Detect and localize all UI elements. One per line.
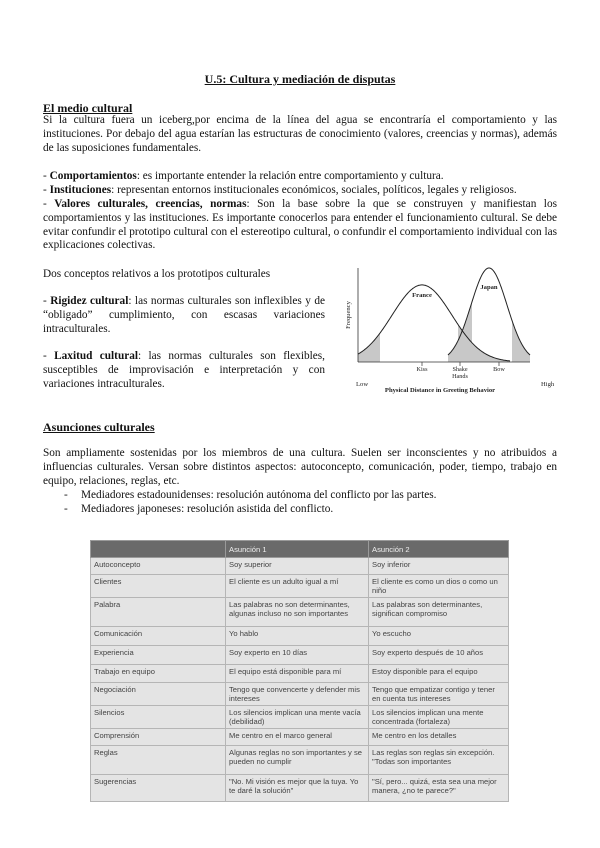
greeting-distribution-chart	[340, 258, 562, 398]
y-axis-label: Frequency	[345, 301, 352, 329]
section-heading-medio: El medio cultural	[43, 101, 133, 115]
term: Comportamientos	[49, 170, 137, 182]
bullet-rigidez: - Rigidez cultural: las normas culturales son inflexibles y de “obligado” cumplimiento, con escasas variaciones intraculturales.	[43, 295, 325, 335]
table-row	[91, 558, 509, 575]
table-row	[91, 646, 509, 665]
table-cell: Algunas reglas no son importantes y se pueden no cumplir	[226, 746, 369, 775]
table-cell: "No. Mi visión es mejor que la tuya. Yo te daré la solución"	[226, 775, 369, 802]
x-max-label: High	[541, 381, 555, 388]
table-cell: Trabajo en equipo	[91, 665, 226, 683]
table-cell: Las palabras no son determinantes, algunas incluso no son importantes	[226, 598, 369, 627]
table-cell: Los silencios implican una mente vacía (debilidad)	[226, 706, 369, 729]
definition: : las normas culturales son inflexibles y de “obligado” cumplimiento, con escasas variaciones intraculturales.	[43, 295, 325, 335]
term: Instituciones	[49, 184, 112, 196]
table-cell: Autoconcepto	[91, 558, 226, 575]
table-cell: Reglas	[91, 746, 226, 775]
table-cell: Me centro en el marco general	[226, 729, 369, 746]
list-dash: -	[64, 489, 68, 501]
table-cell: El equipo está disponible para mí	[226, 665, 369, 683]
table-cell: Las reglas son reglas sin excepción. "Todas son importantes	[369, 746, 509, 775]
term: Rigidez cultural	[50, 295, 129, 307]
table-cell: Palabra	[91, 598, 226, 627]
header-cell: Asunción 2	[369, 541, 509, 558]
table-cell: Soy inferior	[369, 558, 509, 575]
x-min-label: Low	[356, 381, 369, 388]
bullet-comportamientos: - Comportamientos: es importante entender la relación entre comportamiento y cultura.	[43, 170, 444, 182]
bullet-instituciones: - Instituciones: representan entornos institucionales económicos, sociales, políticos, legales y religiosos.	[43, 184, 517, 196]
series-label-japan: Japan	[480, 284, 498, 291]
table-cell: Soy superior	[226, 558, 369, 575]
table-row	[91, 775, 509, 802]
table-cell: Soy experto después de 10 años	[369, 646, 509, 665]
table-cell: Soy experto en 10 días	[226, 646, 369, 665]
definition: : representan entornos institucionales económicos, sociales, políticos, legales y religiosos.	[111, 184, 517, 196]
page-title: U.5: Cultura y mediación de disputas	[204, 72, 396, 86]
table-header-row	[91, 541, 509, 558]
header-cell	[91, 541, 226, 558]
table-row	[91, 706, 509, 729]
asunciones-intro: Son ampliamente sostenidas por los miembros de una cultura. Suelen ser inconscientes y no atribuidos a influencias culturales. Versan sobre distintos aspectos: autoconcepto, comunicación, poder, tiempo, trabajo en equipo, relaciones, reglas, etc.	[43, 447, 557, 487]
table-cell: Clientes	[91, 575, 226, 598]
table-row	[91, 575, 509, 598]
table-cell: El cliente es como un dios o como un niño	[369, 575, 509, 598]
list-dash: -	[64, 503, 68, 515]
table-cell: Yo hablo	[226, 627, 369, 646]
table-cell: Tengo que empatizar contigo y tener en cuenta tus intereses	[369, 683, 509, 706]
table-cell: Silencios	[91, 706, 226, 729]
term: Valores culturales, creencias, normas	[54, 198, 247, 210]
table-cell: Negociación	[91, 683, 226, 706]
table-row	[91, 683, 509, 706]
medio-intro: Si la cultura fuera un iceberg,por encima de la línea del agua se encontraría el comportamiento y las instituciones. Por debajo del agua estarían las estructuras de conocimiento (valores, creencias y normas), además de las suposiciones fundamentales.	[43, 114, 557, 154]
table-cell: El cliente es un adulto igual a mí	[226, 575, 369, 598]
section-heading-asunciones: Asunciones culturales	[43, 420, 155, 434]
tick-label-shake-hands: Shake Hands	[452, 366, 468, 380]
x-axis-label: Physical Distance in Greeting Behavior	[384, 387, 496, 394]
table-row	[91, 665, 509, 683]
definition: : es importante entender la relación entre comportamiento y cultura.	[136, 170, 444, 182]
bullet-laxitud: - Laxitud cultural: las normas culturales son flexibles, susceptibles de improvisación e interpretación y con variaciones intraculturales.	[43, 350, 325, 390]
tick-label-kiss: Kiss	[416, 366, 428, 373]
series-france-curve	[358, 285, 510, 361]
table-cell: Sugerencias	[91, 775, 226, 802]
table-cell: Tengo que convencerte y defender mis intereses	[226, 683, 369, 706]
table-cell: Me centro en los detalles	[369, 729, 509, 746]
term: Laxitud cultural	[54, 350, 139, 362]
definition: : las normas culturales son flexibles, susceptibles de improvisación e interpretación y con variaciones intraculturales.	[43, 350, 325, 390]
definition: : Son la base sobre la que se construyen y manifiestan los comportamientos y las instituciones. Es importante conocerlos para entender el funcionamiento cultural. Se debe evitar confundir el prototipo cultural con el estereotipo cultural, o confundir el comportamiento individual con las explicaciones colectivas.	[43, 198, 557, 252]
table-row	[91, 746, 509, 775]
table-row	[91, 729, 509, 746]
table-cell: Estoy disponible para el equipo	[369, 665, 509, 683]
header-cell: Asunción 1	[226, 541, 369, 558]
series-label-france: France	[412, 291, 432, 299]
table-cell: Los silencios implican una mente concentrada (fortaleza)	[369, 706, 509, 729]
dos-conceptos: Dos conceptos relativos a los prototipos culturales	[43, 268, 271, 280]
bullet-valores: - Valores culturales, creencias, normas: Son la base sobre la que se construyen y manifiestan los comportamientos y las instituciones. Es importante conocerlos para entender el funcionamiento cultural. Se debe evitar confundir el prototipo cultural con el estereotipo cultural, o confundir el comportamiento individual con las explicaciones colectivas.	[43, 198, 557, 252]
table-cell: Las palabras son determinantes, significan compromiso	[369, 598, 509, 627]
assumptions-table	[90, 540, 509, 802]
table-cell: "Sí, pero... quizá, esta sea una mejor manera, ¿no te parece?"	[369, 775, 509, 802]
tick-label-bow: Bow	[493, 366, 505, 373]
table-cell: Comunicación	[91, 627, 226, 646]
table-cell: Comprensión	[91, 729, 226, 746]
table-row	[91, 598, 509, 627]
table-row	[91, 627, 509, 646]
table-cell: Yo escucho	[369, 627, 509, 646]
table-cell: Experiencia	[91, 646, 226, 665]
